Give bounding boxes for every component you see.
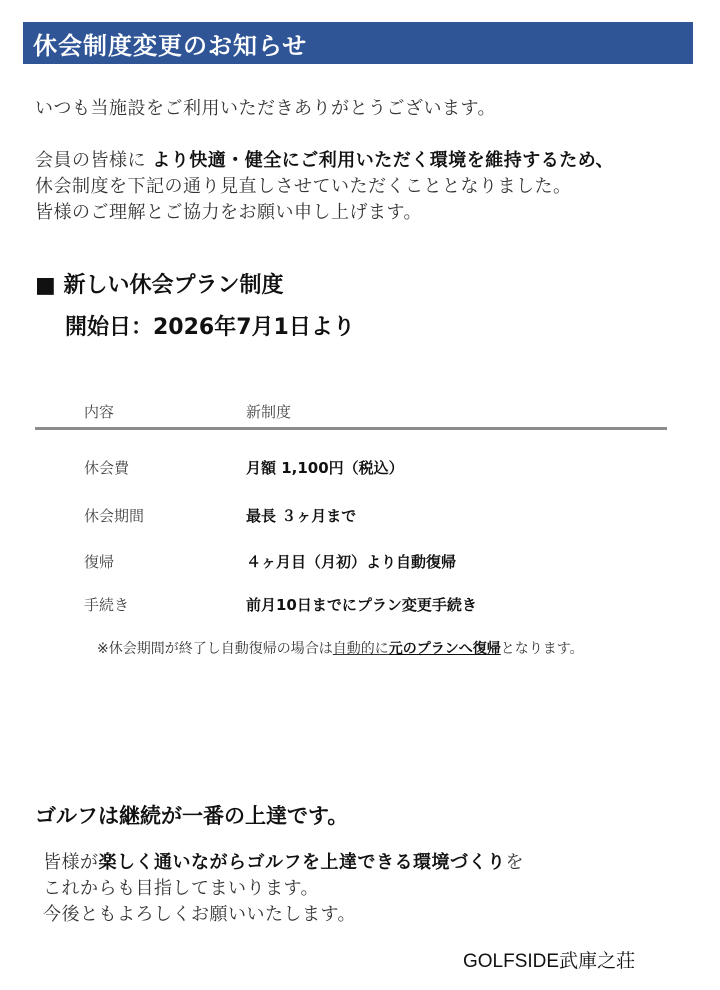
closing-line-1-emphasis: 楽しく通いながらゴルフを上達できる環境づくり (98, 852, 506, 873)
row-label-fee: 休会費 (84, 459, 130, 477)
table-header-content: 内容 (84, 403, 115, 421)
intro-line-3: 休会制度を下記の通り見直しさせていただくこととなりました。 (35, 176, 572, 197)
row-value-fee: 月額 1,100円（税込） (246, 459, 404, 477)
note-underline: 自動的に (332, 641, 389, 657)
row-value-procedure: 前月10日までにプラン変更手続き (246, 596, 477, 614)
note-bold-underline: 元のプランへ復帰 (388, 641, 501, 657)
closing-line-3: 今後ともよろしくお願いいたします。 (43, 904, 357, 925)
intro-line-2 (35, 146, 614, 172)
intro-line-2-prefix: 会員の皆様に (35, 150, 146, 171)
signature: GOLFSIDE武庫之荘 (463, 951, 636, 972)
table-footnote (97, 638, 584, 658)
row-label-period: 休会期間 (84, 507, 145, 525)
intro-line-4: 皆様のご理解とご協力をお願い申し上げます。 (35, 202, 423, 223)
closing-line-2: これからも目指してまいります。 (43, 878, 320, 899)
row-value-period: 最長 ３ヶ月まで (246, 507, 357, 525)
closing-heading: ゴルフは継続が一番の上達です。 (35, 804, 349, 828)
row-label-return: 復帰 (84, 553, 115, 571)
closing-line-1-prefix: 皆様が (43, 852, 99, 873)
row-label-procedure: 手続き (84, 596, 130, 614)
start-date: 開始日：2026年7月1日より (65, 315, 355, 340)
note-suffix: となります。 (500, 641, 584, 657)
title-banner (23, 22, 693, 64)
plan-heading: ■ 新しい休会プラン制度 (35, 273, 284, 298)
closing-line-1-suffix: を (505, 852, 524, 873)
intro-line-2-emphasis: より快適・健全にご利用いただく環境を維持するため、 (152, 150, 615, 171)
closing-line-1 (43, 848, 524, 874)
greeting-text: いつも当施設をご利用いただきありがとうございます。 (35, 98, 497, 119)
table-header-divider (35, 427, 667, 430)
table-header-new-system: 新制度 (246, 403, 292, 421)
row-value-return: ４ヶ月目（月初）より自動復帰 (246, 553, 457, 571)
page-title: 休会制度変更のお知らせ (33, 32, 308, 60)
note-prefix: ※休会期間が終了し自動復帰の場合は (97, 641, 333, 657)
